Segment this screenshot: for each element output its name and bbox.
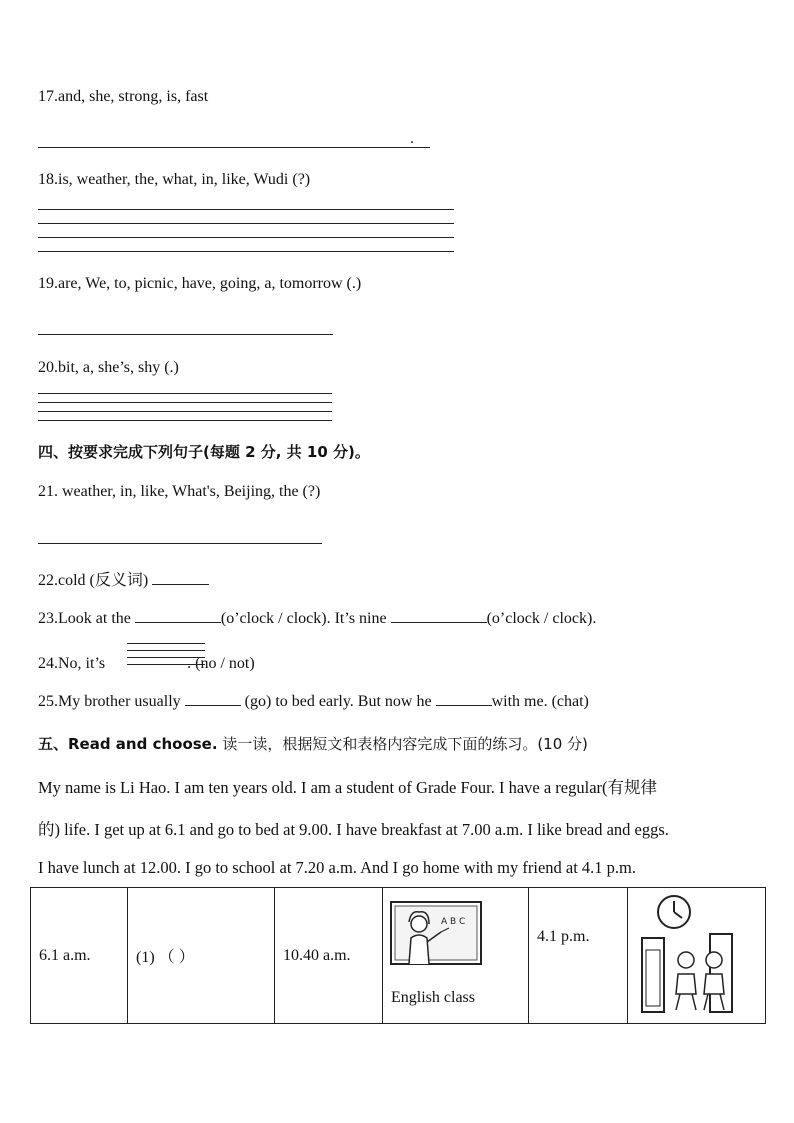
section-5-heading — [38, 733, 588, 754]
answer-blank[interactable] — [436, 691, 492, 706]
question-21: 21. weather, in, like, What's, Beijing, the (?) — [38, 483, 321, 500]
table-cell-going-home — [628, 888, 766, 1024]
section-4-heading: 四、按要求完成下列句子(每题 2 分, 共 10 分)。 — [38, 443, 370, 461]
question-23 — [38, 608, 596, 628]
question-22 — [38, 567, 209, 590]
table-cell-english-class — [383, 888, 529, 1024]
table-cell-time: 4.1 p.m. — [529, 888, 628, 1024]
answer-line — [38, 147, 430, 148]
question-23-part3: (o’clock / clock). — [486, 610, 597, 627]
answer-line — [127, 664, 205, 665]
answer-blank[interactable] — [152, 570, 209, 585]
english-class-caption: English class — [391, 989, 475, 1006]
question-22-text: 22.cold (反义词) — [38, 572, 153, 589]
section-5-heading-bold: 五、Read and choose. — [38, 735, 218, 753]
question-20: 20.bit, a, she’s, shy (.) — [38, 359, 179, 376]
answer-period: . — [410, 130, 414, 147]
question-24-part1: 24.No, it’s — [38, 655, 110, 672]
passage-line-3: I have lunch at 12.00. I go to school at 7.20 a.m. And I go home with my friend at 4.1 p.m. — [38, 858, 637, 877]
answer-line — [38, 223, 454, 224]
answer-line — [38, 209, 454, 210]
section-5-heading-rest: 读一读，根据短文和表格内容完成下面的练习。(10 分) — [217, 735, 588, 753]
answer-line — [38, 420, 332, 421]
answer-line — [38, 543, 322, 544]
table-row — [31, 888, 766, 1024]
question-17: 17.and, she, strong, is, fast — [38, 88, 209, 105]
question-23-part1: 23.Look at the — [38, 610, 135, 627]
table-cell-blank[interactable]: (1) （ ） — [128, 888, 275, 1024]
answer-line — [38, 393, 332, 394]
answer-line — [38, 402, 332, 403]
passage-line-1: My name is Li Hao. I am ten years old. I am a student of Grade Four. I have a regular(有规律 — [38, 778, 658, 797]
question-25 — [38, 691, 589, 711]
answer-line — [127, 650, 205, 651]
teacher-blackboard-icon — [389, 898, 485, 970]
passage-line-2: 的) life. I get up at 6.1 and go to bed at 9.00. I have breakfast at 7.00 a.m. I like bread and eggs. — [38, 820, 669, 839]
going-home-icon — [634, 894, 758, 1018]
answer-line — [38, 334, 333, 335]
answer-line — [127, 643, 205, 644]
question-25-part3: with me. (chat) — [491, 693, 589, 710]
table-cell-time: 10.40 a.m. — [275, 888, 383, 1024]
question-18: 18.is, weather, the, what, in, like, Wudi (?) — [38, 171, 311, 188]
answer-line — [38, 251, 454, 252]
question-24-part2: . (no / not) — [187, 655, 255, 672]
answer-blank[interactable] — [135, 608, 221, 623]
answer-blank[interactable] — [185, 691, 241, 706]
answer-line — [127, 657, 205, 658]
schedule-table — [30, 887, 766, 1024]
answer-line — [38, 411, 332, 412]
answer-line — [38, 237, 454, 238]
board-letters: A B C — [441, 917, 466, 927]
question-25-part2: (go) to bed early. But now he — [240, 693, 436, 710]
question-25-part1: 25.My brother usually — [38, 693, 185, 710]
question-23-part2: (o’clock / clock). It’s nine — [220, 610, 391, 627]
table-cell-time: 6.1 a.m. — [31, 888, 128, 1024]
question-19: 19.are, We, to, picnic, have, going, a, tomorrow (.) — [38, 275, 362, 292]
answer-blank[interactable] — [391, 608, 487, 623]
